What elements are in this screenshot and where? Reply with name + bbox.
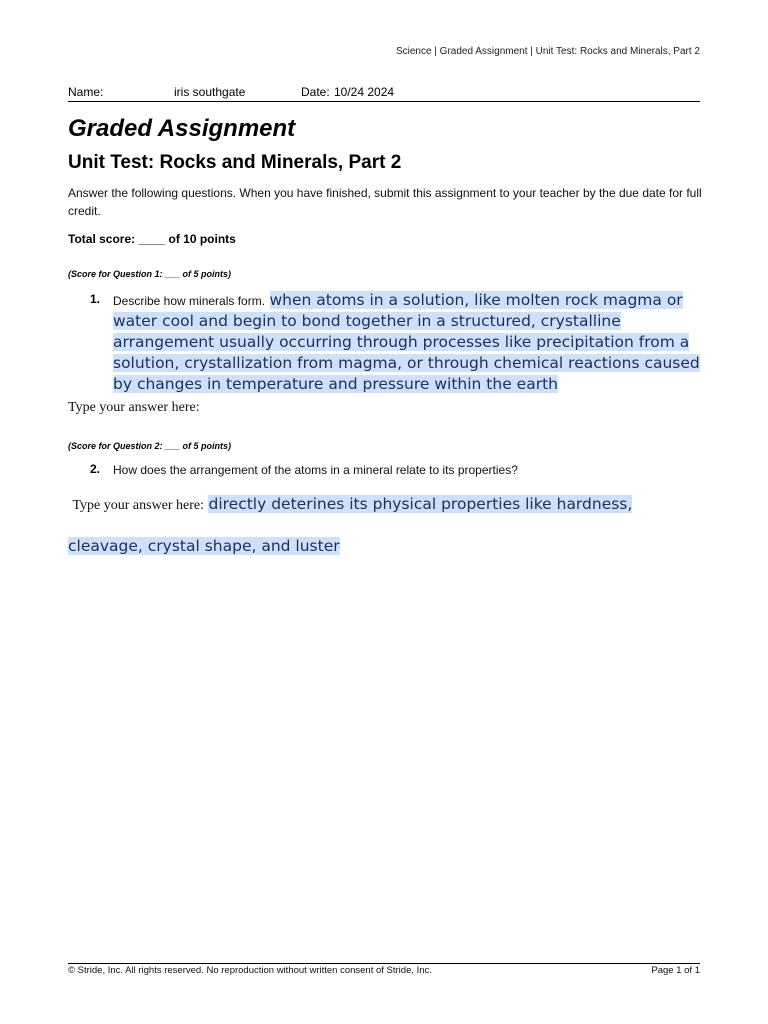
- document-subtitle: Unit Test: Rocks and Minerals, Part 2: [68, 152, 402, 173]
- name-value[interactable]: iris southgate: [174, 85, 246, 99]
- question-text: Describe how minerals form.: [113, 294, 266, 308]
- total-score: Total score: ____ of 10 points: [68, 232, 236, 246]
- answer-prompt-q2: Type your answer here:: [72, 498, 205, 513]
- answer-block-q2: [68, 484, 708, 567]
- name-date-row: [68, 84, 700, 102]
- question-number: 1.: [90, 292, 101, 306]
- footer-page-number: Page 1 of 1: [651, 965, 700, 976]
- date-label: Date:: [301, 85, 330, 99]
- question-2: [90, 460, 702, 480]
- date-value[interactable]: 10/24 2024: [334, 85, 395, 99]
- instructions: Answer the following questions. When you have finished, submit this assignment to your teacher by the due date for full credit.: [68, 186, 702, 218]
- score-note-q1: (Score for Question 1: ___ of 5 points): [68, 269, 232, 279]
- document-header: Science | Graded Assignment | Unit Test: Rocks and Minerals, Part 2: [395, 46, 700, 57]
- answer-text-q2[interactable]: directly deterines its physical properties like hardness, cleavage, crystal shape, and luster: [68, 495, 633, 555]
- name-label: Name:: [68, 85, 104, 99]
- question-body: [113, 290, 702, 395]
- question-body: [113, 460, 702, 480]
- footer-copyright: © Stride, Inc. All rights reserved. No reproduction without written consent of Stride, Inc.: [68, 965, 432, 976]
- answer-text-q1[interactable]: when atoms in a solution, like molten rock magma or water cool and begin to bond together in a structured, crystalline arrangement usually occurring through processes like precipitation from a solution, crystallization from magma, or through chemical reactions caused by changes in temperature and pressure within the earth: [113, 291, 700, 393]
- document-title: Graded Assignment: [68, 115, 296, 142]
- footer-rule: [68, 963, 700, 964]
- answer-prompt-q1[interactable]: Type your answer here:: [68, 400, 200, 415]
- question-1: [90, 290, 702, 395]
- question-text: How does the arrangement of the atoms in a mineral relate to its properties?: [113, 463, 518, 477]
- score-note-q2: (Score for Question 2: ___ of 5 points): [68, 441, 232, 451]
- question-number: 2.: [90, 462, 101, 476]
